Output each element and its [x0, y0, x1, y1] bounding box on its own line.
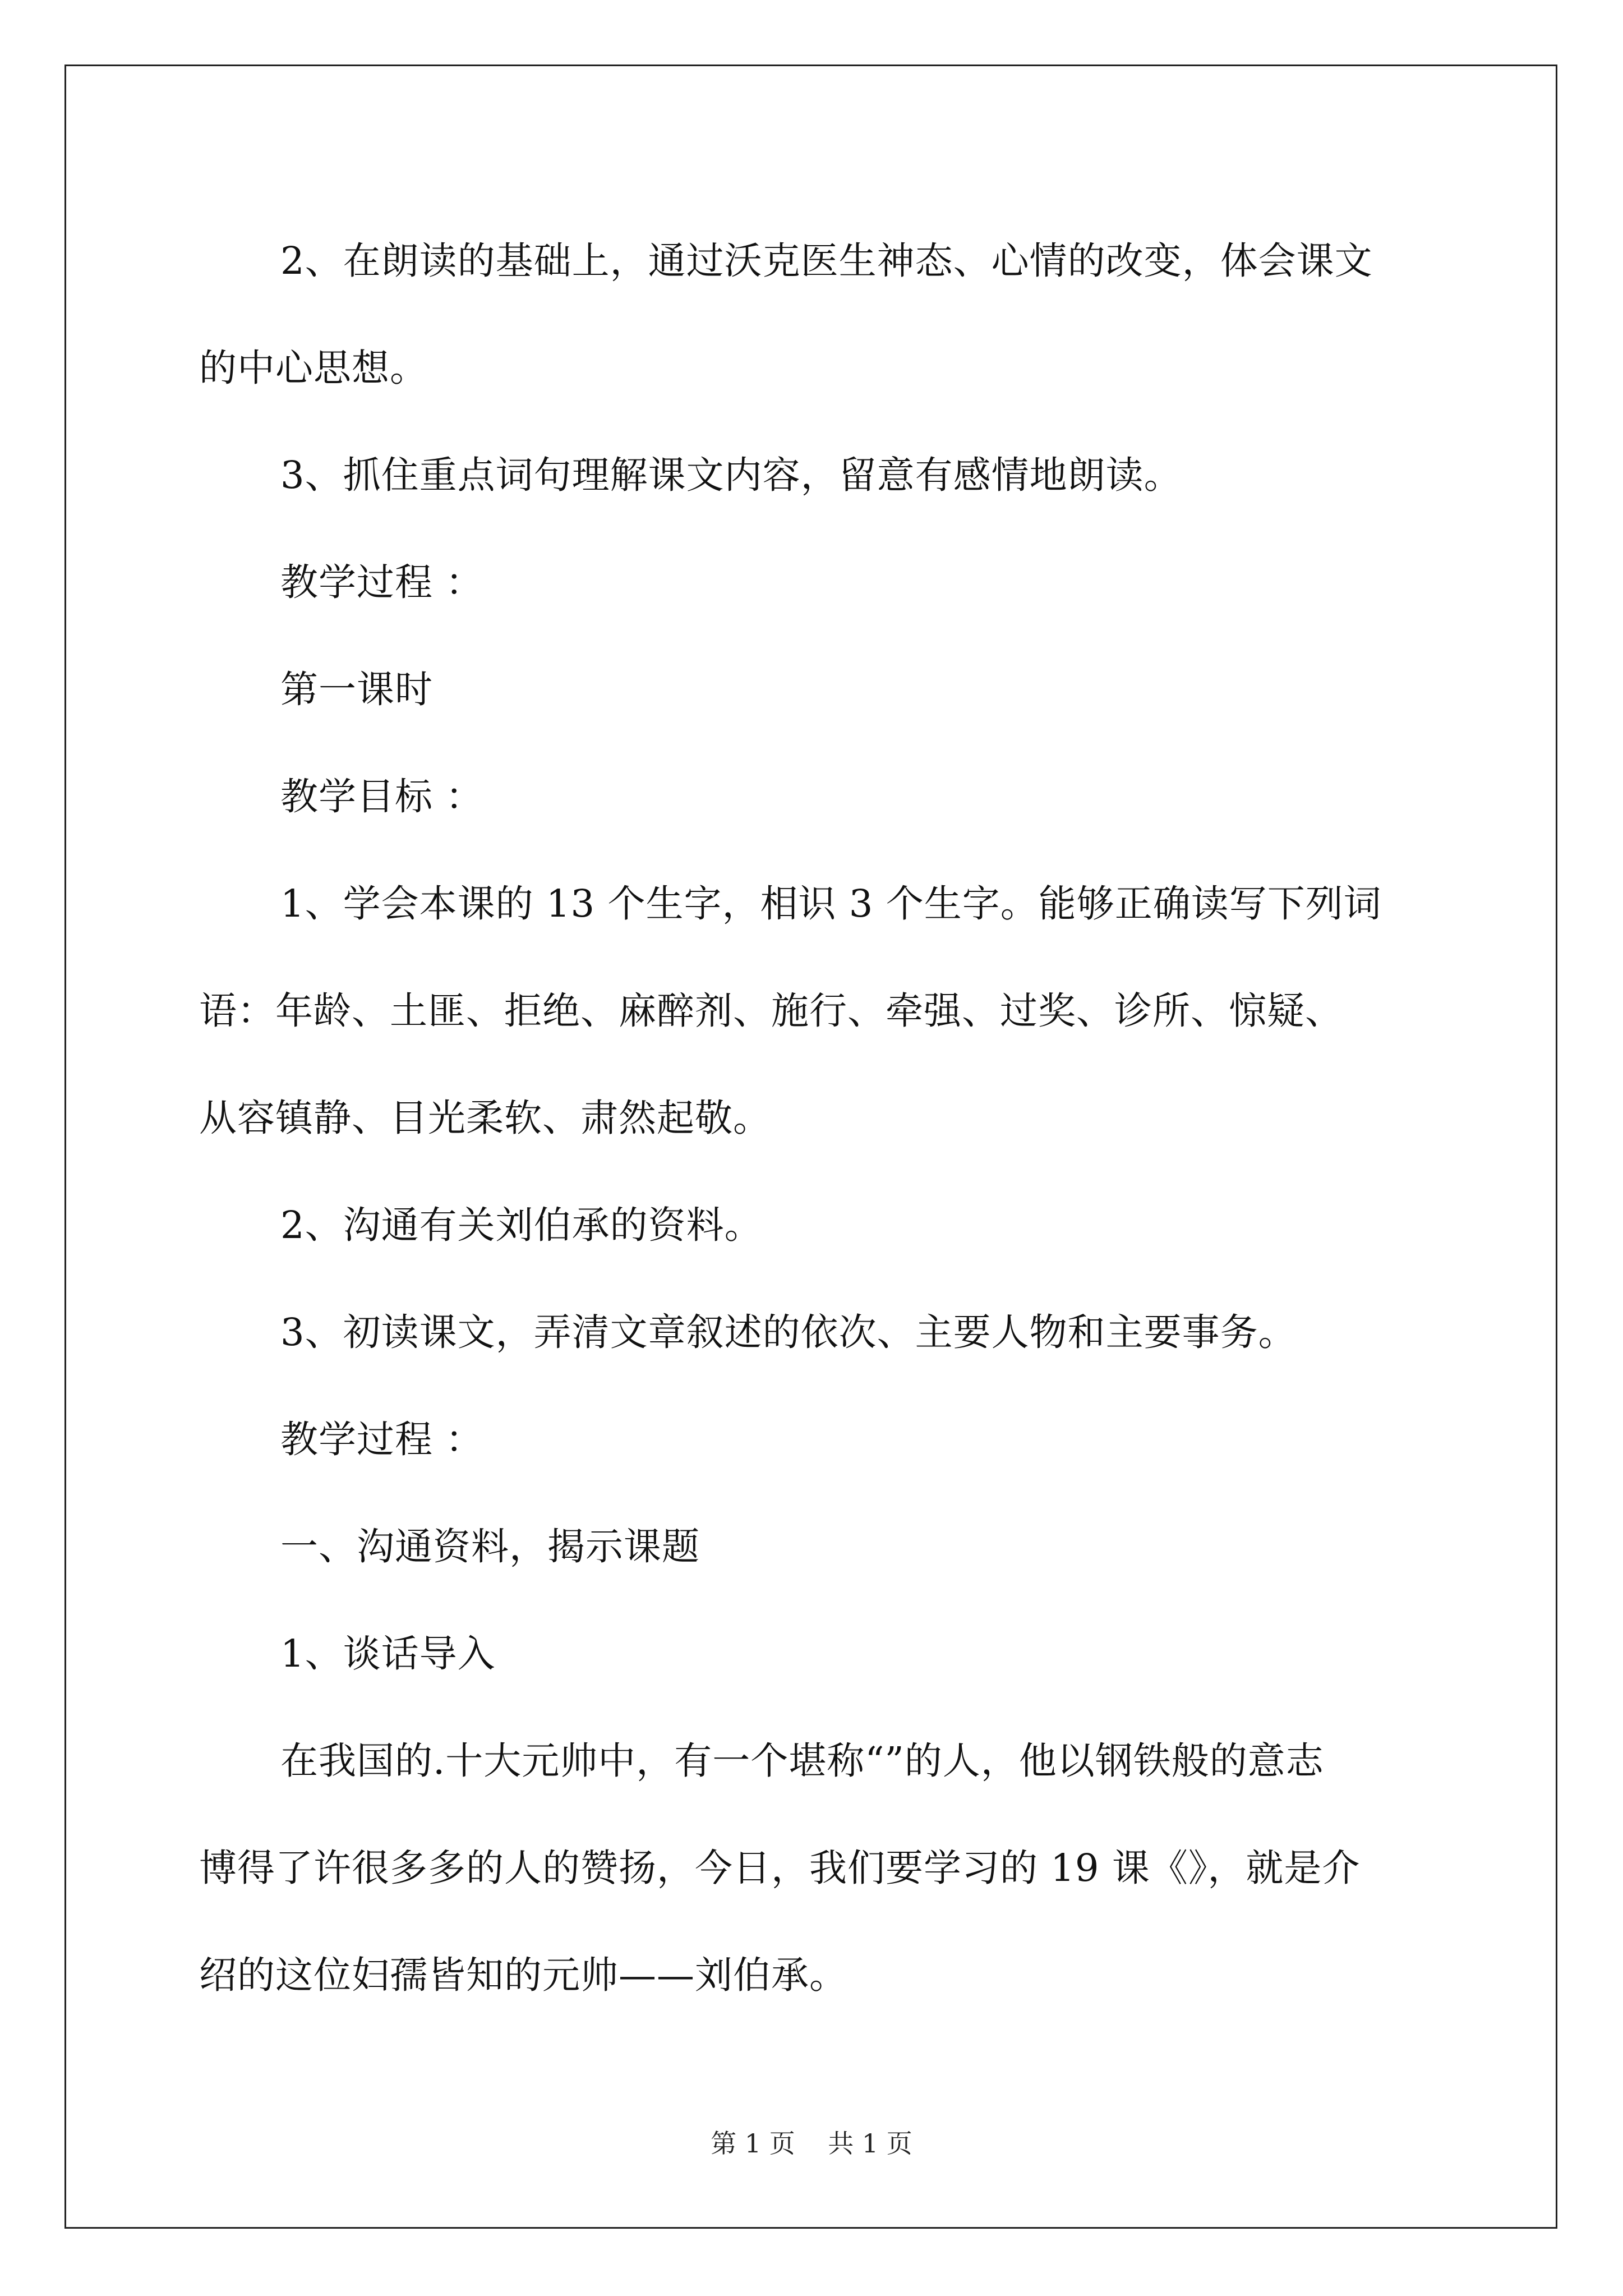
section-heading: 教学过程 ：	[280, 1418, 484, 1461]
paragraph-line: 语：年龄、土匪、拒绝、麻醉剂、施行、牵强、过奖、诊所、惊疑、	[199, 989, 1343, 1033]
paragraph-line: 3、初读课文，弄清文章叙述的依次、主要人物和主要事务。	[280, 1310, 1297, 1354]
paragraph-line: 2、在朗读的基础上，通过沃克医生神态、心情的改变，体会课文	[280, 239, 1373, 283]
section-heading: 教学过程 ：	[280, 560, 484, 604]
page-number-footer: 第 1 页 共 1 页	[711, 2128, 912, 2159]
paragraph-line: 从容镇静、目光柔软、肃然起敬。	[199, 1096, 771, 1140]
paragraph-line: 3、抓住重点词句理解课文内容，留意有感情地朗读。	[280, 453, 1182, 497]
paragraph-line: 博得了许很多多的人的赞扬，今日，我们要学习的 19 课《》，就是介	[199, 1846, 1361, 1890]
paragraph-line: 1、谈话导入	[280, 1632, 496, 1676]
paragraph-line: 的中心思想。	[199, 346, 428, 390]
paragraph-line: 1、学会本课的 13 个生字，相识 3 个生字。能够正确读写下列词	[280, 882, 1382, 926]
section-heading: 教学目标 ：	[280, 775, 484, 818]
section-heading: 第一课时	[280, 668, 433, 711]
paragraph-line: 绍的这位妇孺皆知的元帅——刘伯承。	[199, 1953, 847, 1997]
section-heading: 一、沟通资料，揭示课题	[280, 1525, 700, 1568]
paragraph-line: 2、沟通有关刘伯承的资料。	[280, 1203, 763, 1247]
document-body	[199, 208, 1433, 2029]
paragraph-line: 在我国的.十大元帅中，有一个堪称“”的人，他以钢铁般的意志	[280, 1739, 1324, 1783]
